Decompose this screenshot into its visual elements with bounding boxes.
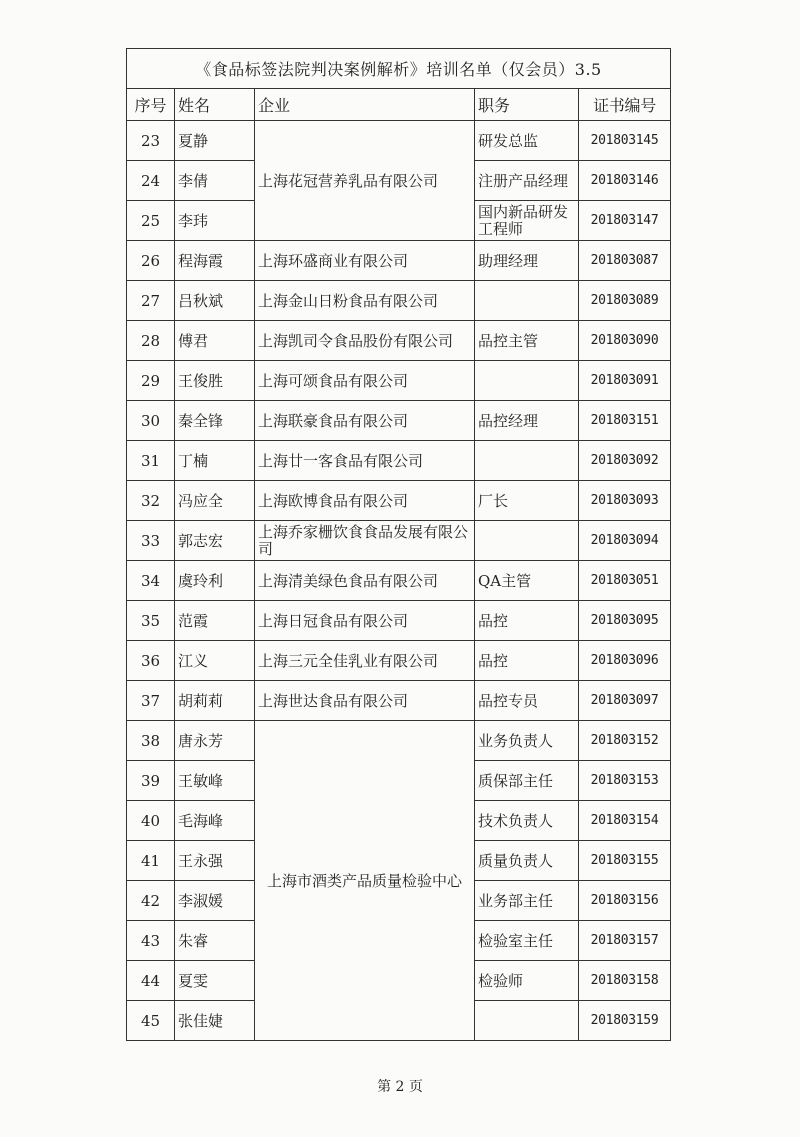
table-row (127, 601, 671, 641)
table-row (127, 481, 671, 521)
row-number: 40 (127, 801, 175, 841)
row-cert-number: 201803151 (579, 401, 671, 441)
row-cert-number: 201803092 (579, 441, 671, 481)
table-row (127, 401, 671, 441)
row-name: 王永强 (175, 841, 255, 881)
row-company: 上海金山日粉食品有限公司 (255, 281, 475, 321)
row-name: 程海霞 (175, 241, 255, 281)
row-position (475, 1001, 579, 1041)
row-name: 丁楠 (175, 441, 255, 481)
row-number: 23 (127, 121, 175, 161)
row-name: 江义 (175, 641, 255, 681)
row-position: 技术负责人 (475, 801, 579, 841)
row-cert-number: 201803097 (579, 681, 671, 721)
row-cert-number: 201803145 (579, 121, 671, 161)
header-row (127, 89, 671, 121)
row-company: 上海可颂食品有限公司 (255, 361, 475, 401)
row-name: 秦全锋 (175, 401, 255, 441)
row-company: 上海廿一客食品有限公司 (255, 441, 475, 481)
row-position: 品控 (475, 601, 579, 641)
row-cert-number: 201803096 (579, 641, 671, 681)
row-name: 毛海峰 (175, 801, 255, 841)
table-row (127, 321, 671, 361)
table-row (127, 281, 671, 321)
row-position: 品控专员 (475, 681, 579, 721)
row-position: 品控主管 (475, 321, 579, 361)
table-row (127, 441, 671, 481)
col-header-cert: 证书编号 (579, 89, 671, 121)
row-position (475, 521, 579, 561)
row-position: 质量负责人 (475, 841, 579, 881)
row-number: 42 (127, 881, 175, 921)
row-name: 胡莉莉 (175, 681, 255, 721)
row-company: 上海三元全佳乳业有限公司 (255, 641, 475, 681)
row-cert-number: 201803091 (579, 361, 671, 401)
row-company: 上海世达食品有限公司 (255, 681, 475, 721)
row-name: 郭志宏 (175, 521, 255, 561)
row-position: 检验师 (475, 961, 579, 1001)
table-row (127, 361, 671, 401)
row-number: 38 (127, 721, 175, 761)
roster-table (126, 48, 671, 1041)
col-header-company: 企业 (255, 89, 475, 121)
row-company: 上海花冠营养乳品有限公司 (255, 121, 475, 241)
row-position (475, 361, 579, 401)
row-name: 夏雯 (175, 961, 255, 1001)
row-company: 上海环盛商业有限公司 (255, 241, 475, 281)
row-number: 26 (127, 241, 175, 281)
row-company: 上海市酒类产品质量检验中心 (255, 721, 475, 1041)
row-cert-number: 201803090 (579, 321, 671, 361)
row-cert-number: 201803087 (579, 241, 671, 281)
row-cert-number: 201803094 (579, 521, 671, 561)
row-position: 助理经理 (475, 241, 579, 281)
row-name: 冯应全 (175, 481, 255, 521)
table-row (127, 721, 671, 761)
table-row (127, 521, 671, 561)
col-header-position: 职务 (475, 89, 579, 121)
col-header-no: 序号 (127, 89, 175, 121)
row-number: 37 (127, 681, 175, 721)
row-number: 35 (127, 601, 175, 641)
row-name: 李倩 (175, 161, 255, 201)
row-company: 上海清美绿色食品有限公司 (255, 561, 475, 601)
row-company: 上海联豪食品有限公司 (255, 401, 475, 441)
table-row (127, 561, 671, 601)
row-cert-number: 201803089 (579, 281, 671, 321)
row-company: 上海凯司令食品股份有限公司 (255, 321, 475, 361)
row-cert-number: 201803095 (579, 601, 671, 641)
row-company: 上海乔家栅饮食食品发展有限公司 (255, 521, 475, 561)
row-name: 范霞 (175, 601, 255, 641)
row-position: 质保部主任 (475, 761, 579, 801)
row-position: 业务负责人 (475, 721, 579, 761)
row-number: 44 (127, 961, 175, 1001)
row-cert-number: 201803051 (579, 561, 671, 601)
row-number: 24 (127, 161, 175, 201)
row-cert-number: 201803147 (579, 201, 671, 241)
col-header-name: 姓名 (175, 89, 255, 121)
row-name: 傅君 (175, 321, 255, 361)
row-cert-number: 201803153 (579, 761, 671, 801)
table-row (127, 121, 671, 161)
row-cert-number: 201803154 (579, 801, 671, 841)
row-number: 39 (127, 761, 175, 801)
row-name: 李淑媛 (175, 881, 255, 921)
row-position: 厂长 (475, 481, 579, 521)
row-cert-number: 201803159 (579, 1001, 671, 1041)
table-row (127, 641, 671, 681)
row-number: 32 (127, 481, 175, 521)
row-position: QA主管 (475, 561, 579, 601)
row-cert-number: 201803157 (579, 921, 671, 961)
table-row (127, 681, 671, 721)
row-cert-number: 201803146 (579, 161, 671, 201)
row-name: 朱睿 (175, 921, 255, 961)
row-name: 李玮 (175, 201, 255, 241)
row-name: 王俊胜 (175, 361, 255, 401)
row-number: 29 (127, 361, 175, 401)
row-name: 唐永芳 (175, 721, 255, 761)
page-number: 第 2 页 (377, 1079, 423, 1095)
table-row (127, 241, 671, 281)
row-name: 张佳婕 (175, 1001, 255, 1041)
row-name: 虞玲利 (175, 561, 255, 601)
row-number: 43 (127, 921, 175, 961)
row-position: 检验室主任 (475, 921, 579, 961)
row-name: 吕秋斌 (175, 281, 255, 321)
roster-title: 《食品标签法院判决案例解析》培训名单（仅会员）3.5 (127, 49, 671, 89)
row-number: 31 (127, 441, 175, 481)
row-number: 34 (127, 561, 175, 601)
training-roster-sheet (126, 48, 670, 1041)
row-position (475, 441, 579, 481)
row-number: 36 (127, 641, 175, 681)
row-number: 45 (127, 1001, 175, 1041)
row-company: 上海日冠食品有限公司 (255, 601, 475, 641)
row-position: 研发总监 (475, 121, 579, 161)
row-cert-number: 201803158 (579, 961, 671, 1001)
row-cert-number: 201803155 (579, 841, 671, 881)
row-number: 41 (127, 841, 175, 881)
row-position (475, 281, 579, 321)
row-number: 33 (127, 521, 175, 561)
row-position: 业务部主任 (475, 881, 579, 921)
row-position: 品控 (475, 641, 579, 681)
row-name: 王敏峰 (175, 761, 255, 801)
row-position: 品控经理 (475, 401, 579, 441)
row-company: 上海欧博食品有限公司 (255, 481, 475, 521)
row-position: 注册产品经理 (475, 161, 579, 201)
row-number: 27 (127, 281, 175, 321)
row-number: 30 (127, 401, 175, 441)
row-number: 28 (127, 321, 175, 361)
row-cert-number: 201803152 (579, 721, 671, 761)
row-position: 国内新品研发工程师 (475, 201, 579, 241)
row-number: 25 (127, 201, 175, 241)
row-name: 夏静 (175, 121, 255, 161)
row-cert-number: 201803156 (579, 881, 671, 921)
row-cert-number: 201803093 (579, 481, 671, 521)
